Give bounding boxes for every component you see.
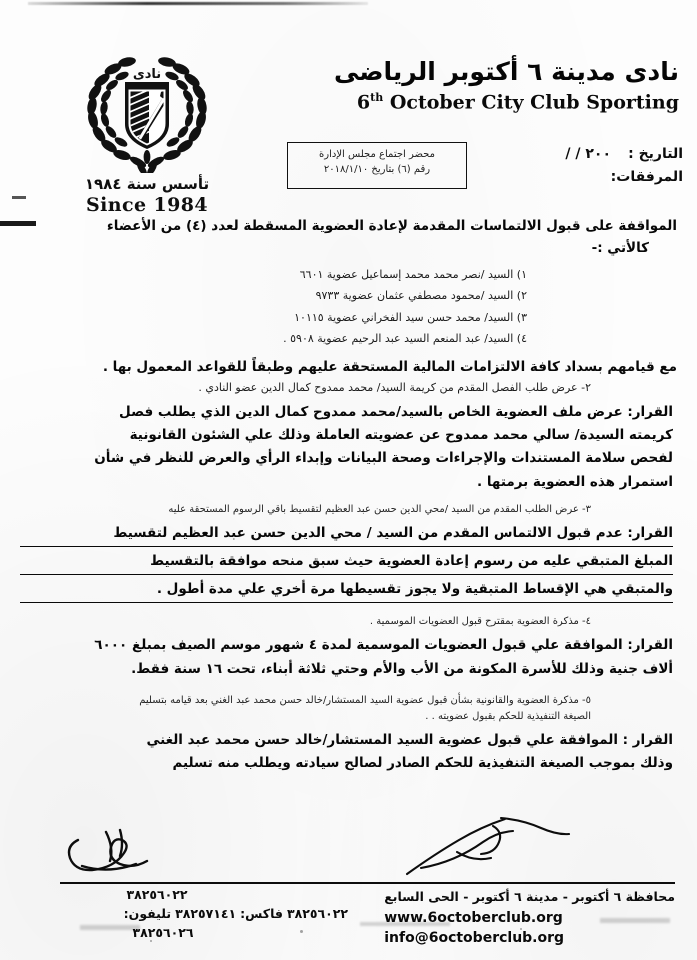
decision-line: القرار: عدم قبول الالتماس المقدم من السيد / محي الدين حسن عبد العظيم لتقسيط <box>20 522 673 547</box>
scan-edge-artifact <box>28 2 368 5</box>
decision-item-2 <box>14 401 677 494</box>
footer-email[interactable]: info@6octoberclub.org <box>384 930 565 947</box>
date-row <box>453 146 683 162</box>
attachments-label: المرفقات: <box>610 169 683 185</box>
footer-phone-2: ٣٨٢٥٧١٤١ <box>175 905 237 921</box>
member-text: السيد /محمود مصطفي عثمان عضوية ٩٧٣٣ <box>315 289 514 303</box>
logo-founded-english: Since 1984 <box>86 194 208 216</box>
decision-line: استمرار هذه العضوية برمتها . <box>477 473 673 490</box>
agenda-item-2-text: عرض طلب الفصل المقدم من كريمة السيد/ محمد ممدوح كمال الدين عضو النادي . <box>198 381 578 395</box>
member-index: ٣) <box>516 310 527 324</box>
list-item <box>14 307 677 328</box>
agenda-item-2-number: ٢- <box>581 381 591 395</box>
club-title-arabic: نادى مدينة ٦ أكتوبر الرياضى <box>334 57 679 86</box>
decision-item-3 <box>14 522 677 604</box>
date-value: ٢٠٠ / / <box>565 146 611 162</box>
members-payment-note: مع قيامهم بسداد كافة الالتزامات المالية المستحقة عليهم وطبقاً للقواعد المعمول بها . <box>102 359 677 376</box>
decision-item-4 <box>14 634 677 680</box>
logo-founded-arabic: تأسس سنة ١٩٨٤ <box>84 175 210 193</box>
club-title-en-prefix: 6 <box>356 91 371 114</box>
agenda-item-5-text: مذكرة العضوية والقانونية بشأن قبول عضوية السيد المستشار/خالد حسن محمد عبد الغني بعد قيامه بتسليم <box>139 694 579 706</box>
decision-line: كريمته السيدة/ سالي محمد ممدوح عن عضويته العاملة وذلك علي الشئون القانونية <box>129 427 673 444</box>
document-meta <box>453 146 683 192</box>
club-crest-icon <box>77 48 217 173</box>
signature-area <box>0 818 697 880</box>
agenda-item-5-heading <box>14 693 677 709</box>
minutes-number-date: رقم (٦) بتاريخ ٢٠١٨/١/١٠ <box>323 163 431 175</box>
club-logo <box>52 48 242 216</box>
members-list <box>14 264 677 350</box>
footer-phone-row-3 <box>18 924 348 943</box>
decision-line: القرار: الموافقة علي قبول العضويات الموسمية لمدة ٤ شهور موسم الصيف بمبلغ ٦٠٠٠ <box>94 637 673 654</box>
footer-phone-row-1 <box>18 886 348 905</box>
minutes-reference-box <box>287 142 467 189</box>
club-title-english <box>259 91 679 113</box>
list-item <box>14 264 677 285</box>
decision-item-5 <box>14 729 677 775</box>
agenda-item-5-number: ٥- <box>582 694 591 706</box>
club-title-en-rest: October City Club Sporting <box>383 91 679 114</box>
signature-right <box>397 812 577 886</box>
footer-address-block <box>384 888 675 948</box>
decision-line: القرار: عرض ملف العضوية الخاص بالسيد/محمد ممدوح كمال الدين الذي يطلب فصل <box>119 403 673 420</box>
footer-fax-label: فاكس: <box>240 905 283 921</box>
footer-phone-label: تليفون: <box>123 905 172 921</box>
svg-text:نادى: نادى <box>132 67 162 82</box>
agenda-item-2-heading <box>14 379 677 397</box>
footer-phone-row-2 <box>18 905 348 924</box>
club-title <box>259 56 679 114</box>
agenda-item-4-number: ٤- <box>582 616 591 628</box>
decision-line: وذلك بموجب الصيغة التنفيذية للحكم الصادر لصالح سيادته ويطلب منه تسليم <box>172 755 673 772</box>
document-body <box>0 216 697 775</box>
attachments-row <box>453 169 683 185</box>
footer-divider <box>60 882 675 884</box>
agenda-item-3-heading <box>14 502 677 518</box>
footer-phone-3: ٣٨٢٥٦٠٢٦ <box>132 924 194 940</box>
agenda-item-3-number: ٣- <box>582 503 591 515</box>
footer-contact-block <box>18 886 348 942</box>
decision-line: لفحص سلامة المستندات والإجراءات وصحة البيانات وإبداء الرأي والعرض للنظر في شأن <box>94 450 673 467</box>
date-label: التاريخ : <box>628 146 683 162</box>
club-title-en-ordinal: th <box>370 91 384 105</box>
footer-address: محافظة ٦ أكتوبر - مدينة ٦ أكتوبر - الحى السابع <box>384 889 675 904</box>
footer-fax-number: ٣٨٢٥٦٠٢٢ <box>286 905 348 921</box>
decision-line: القرار : الموافقة علي قبول عضوية السيد المستشار/خالد حسن محمد عبد الغني <box>146 731 673 748</box>
agenda-item-4-text: مذكرة العضوية بمقترح قبول العضويات الموسمية . <box>369 616 579 628</box>
decision-line: ألاف جنية وذلك للأسرة المكونة من الأب والأم وحتي ثلاثة أبناء، تحت ١٦ سنة فقط. <box>131 660 673 677</box>
member-text: السيد/ عبد المنعم السيد عبد الرحيم عضوية ٥٩٠٨ . <box>283 332 514 346</box>
member-text: السيد/ محمد حسن سيد الفخراني عضوية ١٠١١٥ <box>294 310 514 324</box>
decision-line: المبلغ المتبقي عليه من رسوم إعادة العضوية حيث سبق منحه موافقة بالتقسيط <box>20 550 673 575</box>
member-text: السيد /نصر محمد محمد إسماعيل عضوية ٦٦٠١ <box>299 267 514 281</box>
document-footer <box>0 886 697 960</box>
footer-phone-1: ٣٨٢٥٦٠٢٢ <box>126 887 188 902</box>
member-index: ١) <box>516 267 527 281</box>
agenda-item-5-heading-cont: الصيغة التنفيذية للحكم بقبول عضويته . . <box>425 710 591 722</box>
list-item <box>14 328 677 349</box>
signature-left <box>62 820 192 884</box>
intro-line-1: المواقفة على قبول الالتماسات المقدمة لإعادة العضوية المسقطة لعدد (٤) من الأعضاء <box>106 218 677 234</box>
member-index: ٢) <box>516 289 527 303</box>
member-index: ٤) <box>516 332 527 346</box>
intro-line-2: كالأتي :- <box>591 239 649 256</box>
list-item <box>14 285 677 306</box>
decision-line: والمتبقي هي الإقساط المتبقية ولا يجوز تقسيطها مرة أخري علي مدة أطول . <box>20 578 673 603</box>
footer-website[interactable]: www.6octoberclub.org <box>384 909 563 926</box>
agenda-item-4-heading <box>14 614 677 630</box>
agenda-item-3-text: عرض الطلب المقدم من السيد /محي الدين حسن عبد العظيم لتقسيط باقي الرسوم المستحقة عليه <box>168 503 579 515</box>
minutes-title: محضر اجتماع مجلس الإدارة <box>319 149 435 160</box>
document-header <box>0 48 697 218</box>
